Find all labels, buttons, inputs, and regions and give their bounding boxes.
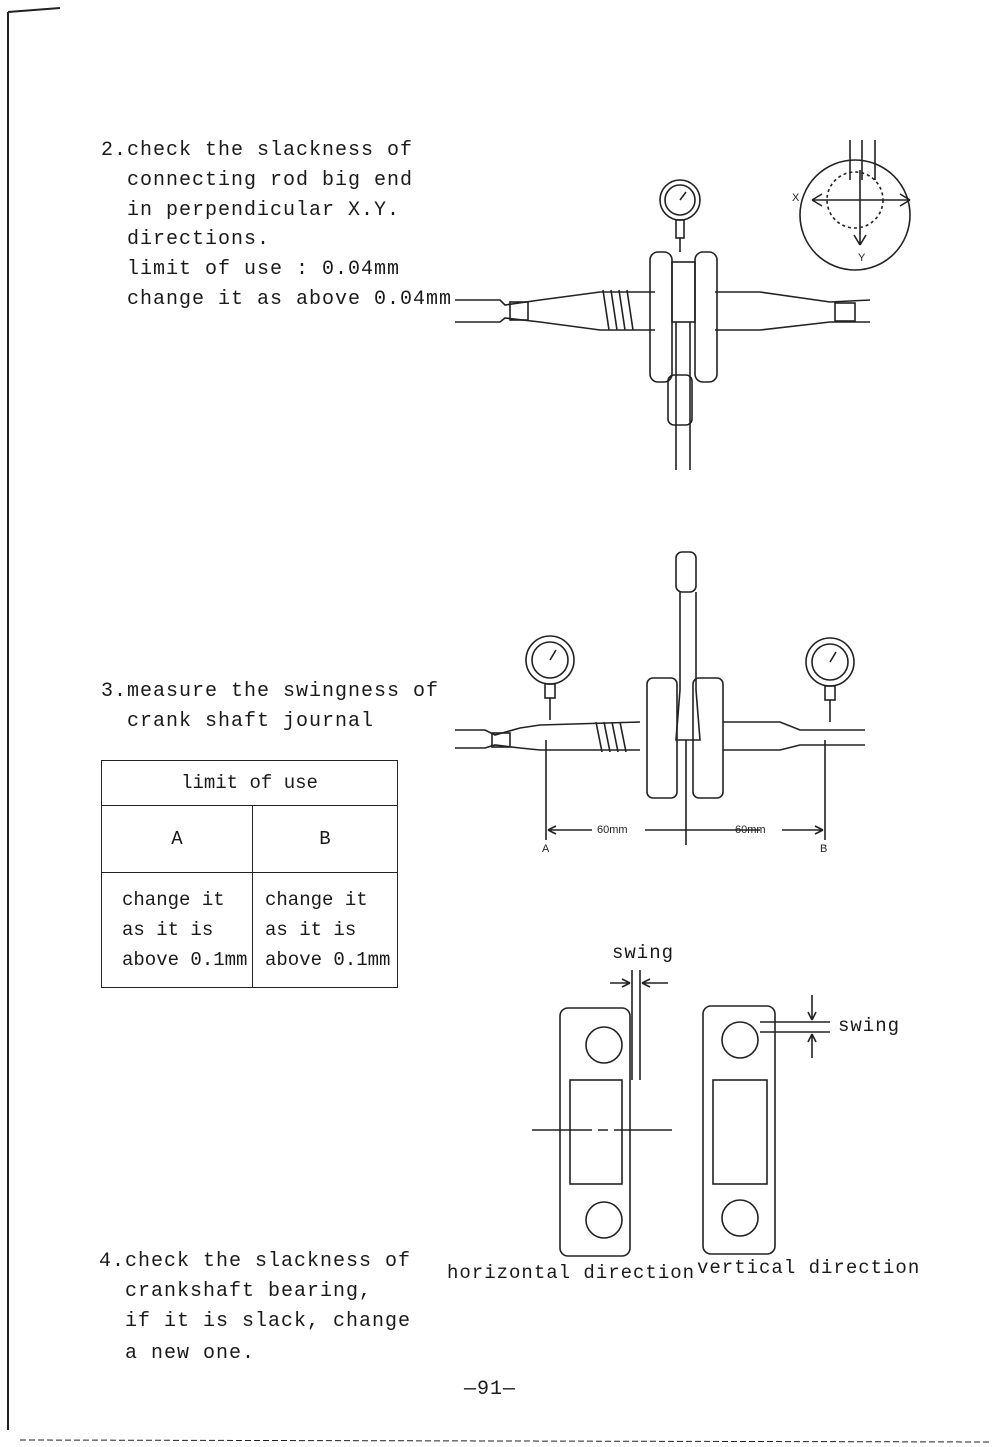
limit-of-use-table bbox=[101, 760, 398, 988]
y-axis-label: Y bbox=[858, 252, 866, 264]
section-2-line: limit of use : 0.04mm bbox=[101, 258, 401, 281]
column-a-header: A bbox=[102, 806, 253, 873]
section-3-line: 3.measure the swingness of bbox=[101, 680, 440, 703]
section-4-line: 4.check the slackness of bbox=[99, 1250, 412, 1273]
column-b-value: change it as it is above 0.1mm bbox=[253, 873, 398, 988]
journal-swing-diagram bbox=[455, 552, 865, 845]
page-number: —91— bbox=[464, 1378, 517, 1401]
section-4-line: if it is slack, change bbox=[99, 1310, 412, 1333]
right-dimension-label: 60mm bbox=[735, 824, 766, 836]
page-border bbox=[8, 8, 60, 1430]
column-b-header: B bbox=[253, 806, 398, 873]
crankshaft-slackness-diagram bbox=[455, 140, 910, 470]
bearing-swing-diagram bbox=[532, 970, 830, 1256]
page-bottom-line bbox=[20, 1440, 990, 1442]
point-b-label: B bbox=[820, 843, 828, 855]
section-3-line: crank shaft journal bbox=[101, 710, 375, 733]
section-2-line: 2.check the slackness of bbox=[101, 139, 414, 162]
vertical-direction-caption: vertical direction bbox=[697, 1257, 921, 1279]
section-4-line: a new one. bbox=[99, 1342, 256, 1365]
section-2-line: change it as above 0.04mm bbox=[101, 288, 453, 311]
table-title: limit of use bbox=[102, 761, 398, 806]
section-2-line: connecting rod big end bbox=[101, 169, 414, 192]
x-axis-label: X bbox=[792, 192, 800, 204]
left-dimension-label: 60mm bbox=[597, 824, 628, 836]
point-a-label: A bbox=[542, 843, 550, 855]
section-2-line: directions. bbox=[101, 228, 271, 251]
column-a-value: change it as it is above 0.1mm bbox=[102, 873, 253, 988]
section-2-line: in perpendicular X.Y. bbox=[101, 199, 401, 222]
section-4-line: crankshaft bearing, bbox=[99, 1280, 373, 1303]
swing-label-vertical: swing bbox=[838, 1015, 901, 1037]
swing-label-horizontal: swing bbox=[612, 942, 675, 964]
horizontal-direction-caption: horizontal direction bbox=[447, 1262, 696, 1284]
